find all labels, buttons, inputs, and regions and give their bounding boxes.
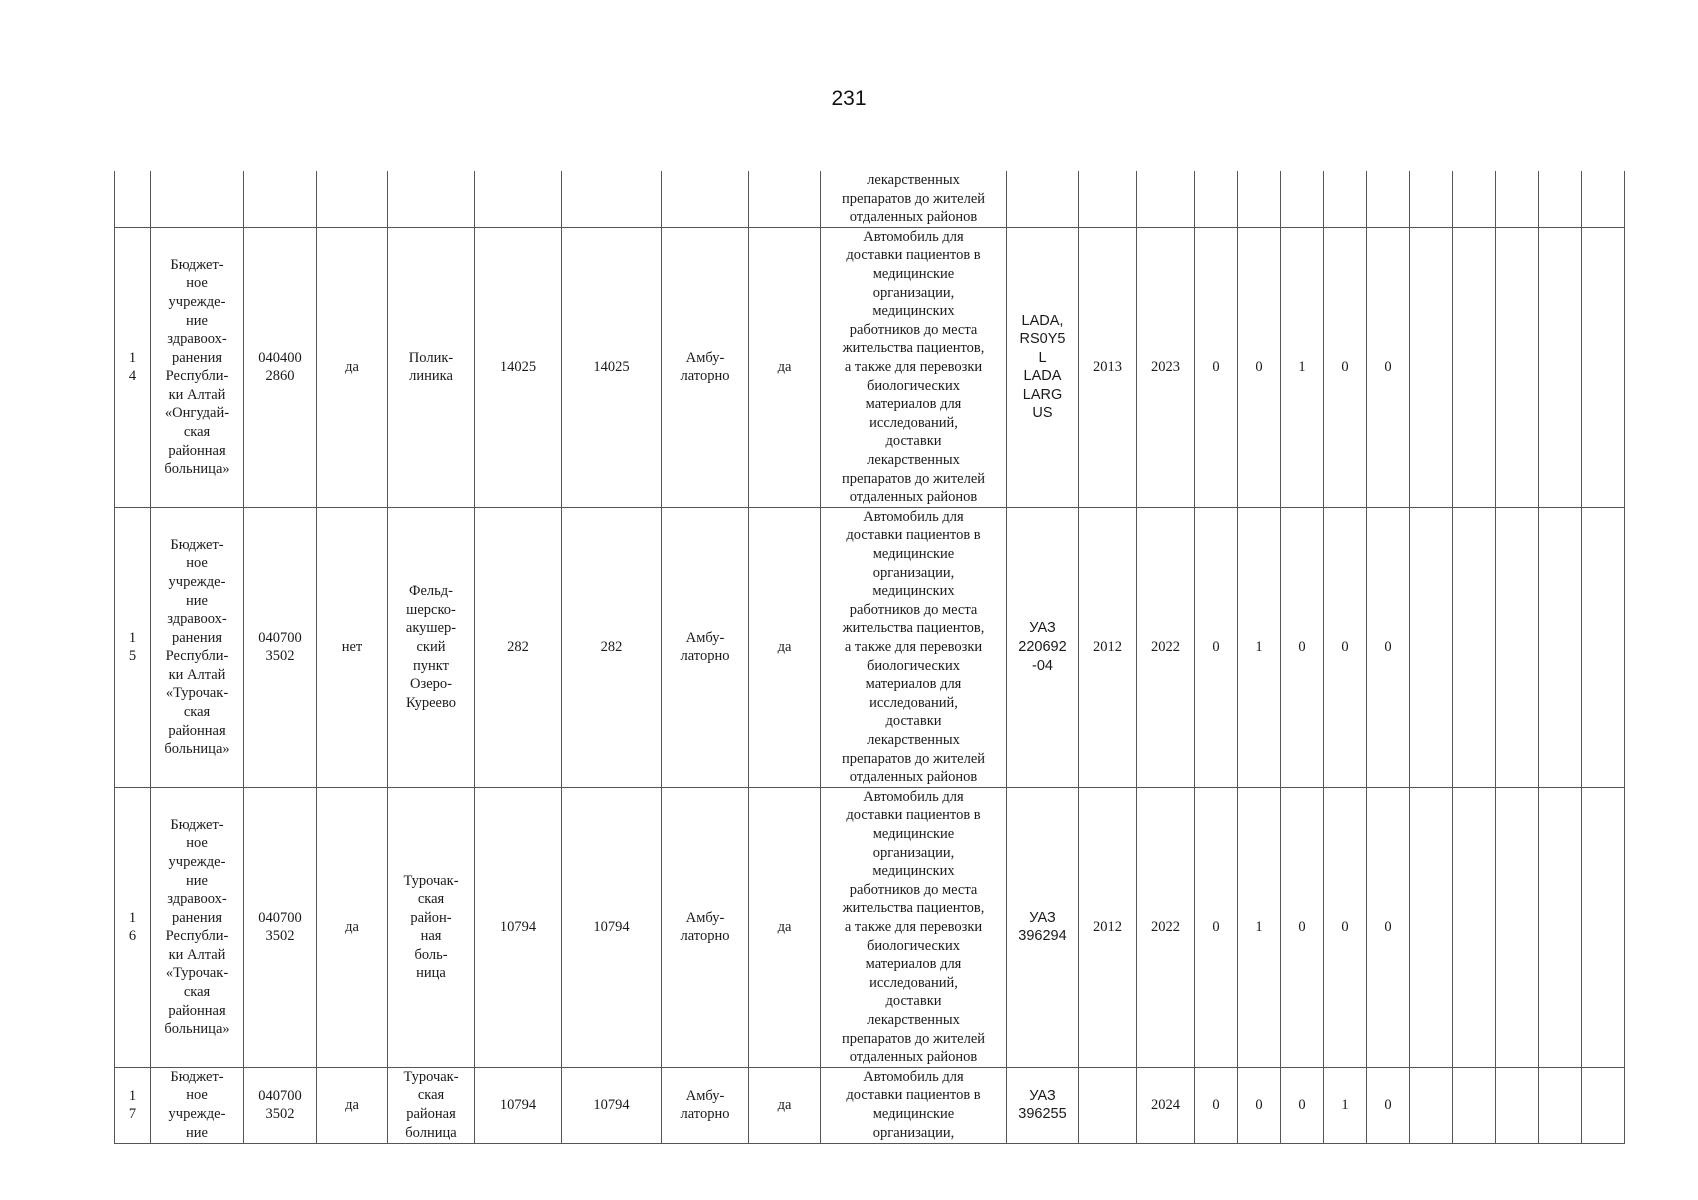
cell-empty — [1496, 787, 1539, 1067]
cell-count-2 — [562, 171, 662, 227]
cell-value: 0 — [1367, 787, 1410, 1067]
cell-value: 0 — [1324, 787, 1367, 1067]
table-row-continuation — [115, 171, 1625, 227]
cell-value: 0 — [1367, 1067, 1410, 1143]
cell-flag-2: да — [749, 787, 821, 1067]
cell-count-2: 10794 — [562, 787, 662, 1067]
cell-year-2: 2024 — [1137, 1067, 1195, 1143]
cell-care-type: Амбу- латорно — [662, 1067, 749, 1143]
cell-code — [244, 171, 317, 227]
cell-year-1: 2012 — [1079, 507, 1137, 787]
cell-empty — [1582, 171, 1625, 227]
cell-empty — [1539, 507, 1582, 787]
cell-flag-2 — [749, 171, 821, 227]
cell-description: Автомобиль для доставки пациентов в медицинские организации, — [821, 1067, 1007, 1143]
cell-empty — [1539, 1067, 1582, 1143]
cell-empty — [1453, 171, 1496, 227]
cell-value: 0 — [1238, 1067, 1281, 1143]
cell-flag-1: нет — [317, 507, 388, 787]
cell-value — [1367, 171, 1410, 227]
table-row — [115, 507, 1625, 787]
table-row — [115, 227, 1625, 507]
cell-empty — [1539, 227, 1582, 507]
cell-year-2: 2022 — [1137, 507, 1195, 787]
cell-value: 0 — [1195, 787, 1238, 1067]
cell-facility: Турочак- ская районая болница — [388, 1067, 475, 1143]
cell-flag-1: да — [317, 1067, 388, 1143]
cell-year-1: 2012 — [1079, 787, 1137, 1067]
cell-code: 040700 3502 — [244, 1067, 317, 1143]
cell-flag-2: да — [749, 227, 821, 507]
cell-flag-1: да — [317, 227, 388, 507]
cell-value — [1324, 171, 1367, 227]
cell-empty — [1496, 507, 1539, 787]
cell-count-1: 10794 — [475, 787, 562, 1067]
cell-empty — [1582, 227, 1625, 507]
cell-empty — [1539, 171, 1582, 227]
cell-count-2: 282 — [562, 507, 662, 787]
cell-value: 0 — [1281, 1067, 1324, 1143]
cell-empty — [1496, 1067, 1539, 1143]
cell-care-type: Амбу- латорно — [662, 507, 749, 787]
cell-organization — [151, 171, 244, 227]
cell-number: 1 5 — [115, 507, 151, 787]
cell-count-2: 14025 — [562, 227, 662, 507]
cell-value: 0 — [1324, 507, 1367, 787]
cell-organization: Бюджет- ное учрежде- ние здравоох- ранения Республи- ки Алтай «Турочак- ская районная больница» — [151, 787, 244, 1067]
cell-vehicle: УАЗ 220692 -04 — [1007, 507, 1079, 787]
cell-empty — [1582, 787, 1625, 1067]
cell-count-1 — [475, 171, 562, 227]
cell-empty — [1410, 507, 1453, 787]
cell-value: 0 — [1195, 227, 1238, 507]
cell-facility: Полик- линика — [388, 227, 475, 507]
description-text: лекарственных препаратов до жителей отдаленных районов — [841, 172, 986, 226]
cell-description: Автомобиль для доставки пациентов в медицинские организации, медицинских работников до места жительства пациентов, а также для перевозки биологических материалов для исследований, доставки лекарственных препаратов до жителей отдаленных районов — [821, 227, 1007, 507]
cell-value: 0 — [1195, 507, 1238, 787]
cell-vehicle: LADA, RS0Y5 L LADA LARG US — [1007, 227, 1079, 507]
cell-care-type — [662, 171, 749, 227]
cell-vehicle — [1007, 171, 1079, 227]
cell-facility — [388, 171, 475, 227]
cell-value: 0 — [1281, 787, 1324, 1067]
table-row — [115, 787, 1625, 1067]
cell-description: Автомобиль для доставки пациентов в медицинские организации, медицинских работников до места жительства пациентов, а также для перевозки биологических материалов для исследований, доставки лекарственных препаратов до жителей отдаленных районов — [821, 507, 1007, 787]
cell-flag-2: да — [749, 1067, 821, 1143]
cell-empty — [1582, 507, 1625, 787]
cell-vehicle: УАЗ 396294 — [1007, 787, 1079, 1067]
cell-code: 040700 3502 — [244, 787, 317, 1067]
cell-value: 1 — [1324, 1067, 1367, 1143]
cell-flag-1: да — [317, 787, 388, 1067]
cell-count-2: 10794 — [562, 1067, 662, 1143]
cell-year-2 — [1137, 171, 1195, 227]
cell-number: 1 7 — [115, 1067, 151, 1143]
cell-empty — [1410, 227, 1453, 507]
cell-value: 1 — [1238, 787, 1281, 1067]
cell-value: 0 — [1281, 507, 1324, 787]
cell-empty — [1410, 171, 1453, 227]
cell-empty — [1410, 1067, 1453, 1143]
cell-code: 040400 2860 — [244, 227, 317, 507]
cell-facility: Турочак- ская район- ная боль- ница — [388, 787, 475, 1067]
cell-code: 040700 3502 — [244, 507, 317, 787]
cell-year-1 — [1079, 1067, 1137, 1143]
cell-year-1: 2013 — [1079, 227, 1137, 507]
cell-organization: Бюджет- ное учрежде- ние — [151, 1067, 244, 1143]
cell-value: 1 — [1281, 227, 1324, 507]
table-row — [115, 1067, 1625, 1143]
cell-flag-1 — [317, 171, 388, 227]
cell-value: 0 — [1367, 507, 1410, 787]
cell-organization: Бюджет- ное учрежде- ние здравоох- ранения Республи- ки Алтай «Онгудай- ская районная больница» — [151, 227, 244, 507]
cell-count-1: 14025 — [475, 227, 562, 507]
cell-empty — [1496, 171, 1539, 227]
cell-empty — [1496, 227, 1539, 507]
vehicle-registry-table — [114, 171, 1625, 1144]
cell-empty — [1539, 787, 1582, 1067]
cell-care-type: Амбу- латорно — [662, 787, 749, 1067]
cell-number — [115, 171, 151, 227]
cell-value: 0 — [1238, 227, 1281, 507]
cell-empty — [1453, 1067, 1496, 1143]
cell-count-1: 10794 — [475, 1067, 562, 1143]
cell-description — [821, 171, 1007, 227]
cell-year-2: 2022 — [1137, 787, 1195, 1067]
cell-value: 1 — [1238, 507, 1281, 787]
cell-number: 1 6 — [115, 787, 151, 1067]
cell-empty — [1582, 1067, 1625, 1143]
cell-year-1 — [1079, 171, 1137, 227]
cell-value: 0 — [1195, 1067, 1238, 1143]
cell-flag-2: да — [749, 507, 821, 787]
cell-vehicle: УАЗ 396255 — [1007, 1067, 1079, 1143]
cell-value — [1281, 171, 1324, 227]
cell-empty — [1453, 507, 1496, 787]
cell-count-1: 282 — [475, 507, 562, 787]
cell-organization: Бюджет- ное учрежде- ние здравоох- ранения Республи- ки Алтай «Турочак- ская районная больница» — [151, 507, 244, 787]
cell-value — [1238, 171, 1281, 227]
cell-empty — [1410, 787, 1453, 1067]
cell-value — [1195, 171, 1238, 227]
cell-empty — [1453, 227, 1496, 507]
cell-year-2: 2023 — [1137, 227, 1195, 507]
cell-care-type: Амбу- латорно — [662, 227, 749, 507]
page-number: 231 — [831, 87, 867, 110]
cell-number: 1 4 — [115, 227, 151, 507]
cell-empty — [1453, 787, 1496, 1067]
cell-value: 0 — [1324, 227, 1367, 507]
cell-value: 0 — [1367, 227, 1410, 507]
cell-facility: Фельд- шерско- акушер- ский пункт Озеро- Куреево — [388, 507, 475, 787]
cell-description: Автомобиль для доставки пациентов в медицинские организации, медицинских работников до места жительства пациентов, а также для перевозки биологических материалов для исследований, доставки лекарственных препаратов до жителей отдаленных районов — [821, 787, 1007, 1067]
